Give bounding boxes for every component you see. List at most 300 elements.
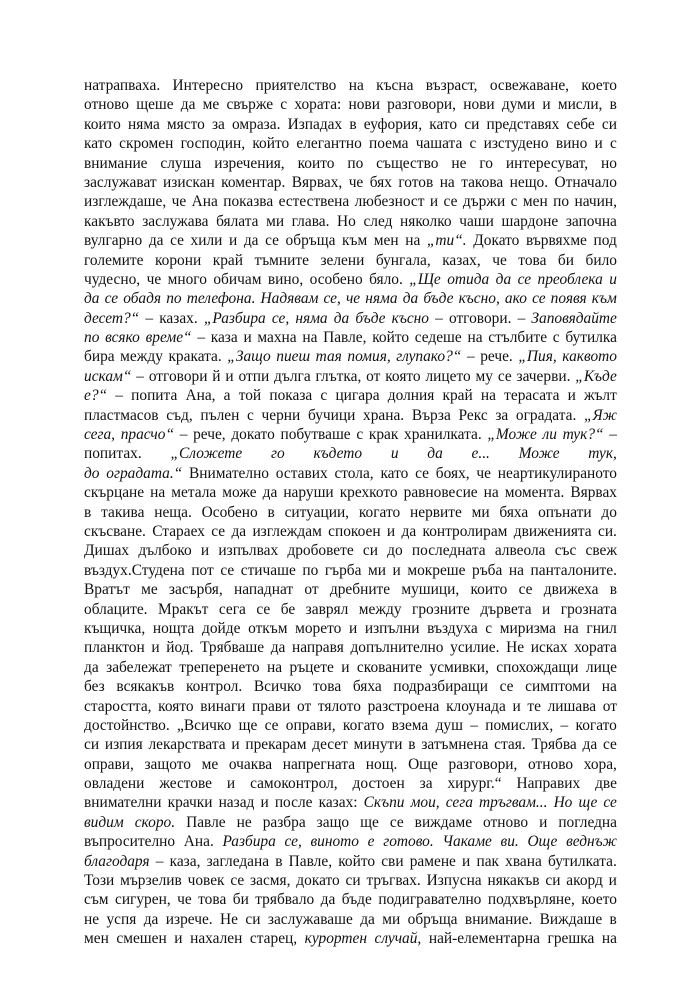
word: гнил [586,619,617,637]
word: показа [269,387,313,405]
word: храна. [363,406,405,424]
text-line [84,173,617,192]
word: усилие. [450,639,500,657]
word: сега [218,600,246,618]
word: – [560,716,569,734]
word: в [609,910,617,928]
word: стая. [494,736,526,754]
word: елегантно [296,135,362,153]
word: хранилката. [404,426,482,444]
word: бъде [341,891,372,909]
word: да [320,891,336,909]
italic-word: появя [550,290,587,308]
word: пак [476,852,499,870]
italic-word: случай, [374,930,422,948]
word: начин, [574,193,617,211]
word: нещо. [509,173,549,191]
word: това [313,678,342,696]
word: ми [382,910,401,928]
word: шардоне [501,212,559,230]
word: и [386,522,396,540]
italic-word: видим [84,813,124,831]
word: някакъв [487,872,540,890]
word: казах. [159,309,198,327]
word: изглеждам [252,522,322,540]
text-line [84,522,617,541]
italic-word: готово. [383,833,434,851]
word: представях [486,115,560,133]
word: махна [257,329,297,347]
word: винаги [200,697,246,715]
italic-word: няма [295,309,328,327]
word: казах, [442,251,481,269]
word: с [356,426,364,444]
italic-word: Надявам [260,290,319,308]
word: се [389,813,404,831]
word: които [470,581,508,599]
word: хвана [505,852,542,870]
italic-word: „Къде [575,367,617,385]
word: било [585,251,617,269]
word: – [145,309,154,327]
word: рече, [193,426,226,444]
text-line [84,289,617,308]
word: заслужава [142,212,209,230]
word: направя [292,639,344,657]
word: жестове [159,775,213,793]
word: възраст, [425,77,478,94]
word: отново [84,96,130,114]
word: Изпусна [426,872,482,890]
word: разговори, [448,755,518,773]
word: се [256,600,271,618]
word: ръба [472,561,503,579]
word: и [512,697,521,715]
word: изречения, [214,154,285,172]
word: късна [376,77,414,94]
word: в [275,852,283,870]
italic-word: бъде [355,309,386,327]
word: жълт [584,387,617,405]
word: изстудено [483,135,549,153]
word: въздух.Студена [84,561,185,579]
text-line [84,192,617,211]
word: с [552,329,560,347]
word: ще [238,716,258,734]
word: любезност [354,193,425,211]
word: взема [391,716,429,734]
word: момента. [504,484,565,502]
word: се [220,561,235,579]
word: да [401,522,417,540]
word: се [415,464,429,482]
word: го [479,154,493,172]
word: мокреше [407,561,466,579]
word: той [238,387,262,405]
word: наруши [283,484,334,502]
text-line [84,871,617,890]
word: Докато [473,232,520,250]
word: би [232,891,249,909]
word: къщичка, [84,619,146,637]
italic-word: искам“ [84,367,132,385]
word: панталоните. [530,561,617,579]
word: трябвало [255,891,315,909]
word: лекарствата [148,736,226,754]
word: Павле, [323,329,367,347]
text-line [84,813,617,832]
word: Всичко [253,678,302,696]
word: крехкото [339,484,398,502]
word: че [348,173,364,191]
word: ми [368,561,386,579]
word: – [197,329,206,347]
word: бутилка [565,329,617,347]
word: еуфория, [363,115,423,133]
word: показва [223,193,274,211]
word: Вярвах, [291,173,343,191]
word: бях [369,173,392,191]
word: краката. [168,348,222,366]
word: изпия [104,736,143,754]
word: в [84,503,92,521]
text-line [84,115,617,134]
word: на [563,619,579,637]
word: всякакъв [116,678,175,696]
word: коментар. [221,173,286,191]
word: Стараех [152,522,205,540]
italic-word: и [609,270,617,288]
word: седеше [414,329,462,347]
word: контрол. [185,678,243,696]
word: достойнство. [84,716,170,734]
italic-word: прасчо“ [120,426,175,444]
word: си [245,910,261,928]
word: край [212,251,243,269]
word: най-елементарна [428,930,540,948]
word: се [499,678,514,696]
italic-word: Заповядайте [531,309,617,327]
text-line [84,755,617,774]
word: като [84,135,112,153]
word: отпи [238,367,270,385]
word: стола, [334,464,374,482]
text-line [84,251,617,270]
italic-word: където [313,445,363,463]
word: крак [368,426,399,444]
word: се [497,367,512,385]
word: на [267,658,283,676]
word: допълнително [350,639,444,657]
word: и [260,794,269,812]
word: Трябва [531,736,577,754]
word: когато [358,503,401,521]
word: йод. [166,639,194,657]
word: защото [144,755,191,773]
word: внимателни [84,794,162,812]
italic-word: се [517,270,532,288]
word: и [567,387,576,405]
italic-word: да [402,290,419,308]
word: за [419,775,433,793]
word: започна [565,212,617,230]
word: което [581,891,617,909]
italic-word: „Защо [227,348,271,366]
italic-word: е?“ [84,387,108,405]
word: самоконтрол, [250,775,338,793]
word: думи [501,96,536,114]
word: исках [530,639,568,657]
word: която [385,367,421,385]
word: щеше [136,96,174,114]
word: за [211,115,225,133]
word: под [593,232,617,250]
word: пластмасов [84,406,159,424]
word: овладени [84,775,145,793]
italic-word: „Яж [583,406,617,424]
word: и [348,619,358,637]
word: скромен [119,135,174,153]
word: успя [106,910,137,928]
word: да [148,232,164,250]
italic-word: отида [447,270,490,288]
word: старостта, [84,697,152,715]
word: затъмнена [421,736,489,754]
word: да [243,232,259,250]
text-line [84,231,617,250]
word: усмивки, [429,658,489,676]
word: после [274,794,313,812]
italic-word: тук?“ [562,426,604,444]
word: и [243,329,252,347]
word: клоунада [446,697,506,715]
word: внимание. [464,910,533,928]
word: нападнат [233,581,294,599]
word: си [362,542,378,560]
word: виждаме [414,813,473,831]
word: чашата [415,135,463,153]
word: подигравателно [378,891,482,909]
word: на [467,329,483,347]
word: съд, [166,406,193,424]
word: дребните [329,581,391,599]
word: вино, [267,270,304,288]
italic-word: да [427,445,443,463]
word: и [539,813,548,831]
italic-word: „Пия, [518,348,557,366]
word: си [545,872,561,890]
word: бунгала, [375,251,431,269]
italic-word: по [84,329,100,347]
word: движеха [543,581,599,599]
word: че [476,464,491,482]
italic-word: няма [365,290,398,308]
word: между [120,348,163,366]
word: засърбя, [168,581,223,599]
word: бяха [499,503,529,521]
word: би [557,251,574,269]
text-line [84,134,617,153]
word: бутилката. [547,852,617,870]
word: готов [398,173,434,191]
word: може [222,484,257,502]
word: и [392,561,401,579]
word: какъвто [84,212,135,230]
word: очаква [228,755,273,773]
word: се [518,581,533,599]
word: край [442,387,473,405]
word: да [262,484,278,502]
word: стълбите [488,329,548,347]
word: въпросително [84,833,176,851]
text-line [84,309,617,328]
word: подхвърляне, [487,891,575,909]
word: който [252,135,290,153]
word: лишава [547,697,597,715]
word: вино [555,135,588,153]
word: нервите [410,503,462,521]
word: Но [337,212,356,230]
word: но [600,154,617,172]
word: изискан [163,173,215,191]
word: чаши [459,212,494,230]
italic-word: да [495,270,512,288]
word: зачерви. [516,367,571,385]
word: дробовете [287,542,354,560]
word: засмя, [250,872,291,890]
word: освежаване, [489,77,570,94]
word: на [480,387,496,405]
word: облаците. [84,600,148,618]
italic-word: ви. [500,833,519,851]
italic-word: Чакаме [442,833,492,851]
word: към [342,232,368,250]
word: с [280,96,288,114]
word: загледана [206,852,270,870]
word: се [602,736,617,754]
word: симптоми [525,678,591,696]
word: мен [522,193,548,211]
word: и [231,736,240,754]
text-line [84,425,617,444]
word: Дишах [84,542,130,560]
italic-word: ако [504,290,527,308]
word: спокоен [328,522,381,540]
word: в [349,115,357,133]
word: в [267,503,275,521]
word: долния [387,387,435,405]
word: вървяхме [525,232,587,250]
word: – [609,426,617,444]
italic-word: курортен [304,930,367,948]
word: чудесно, [84,270,141,288]
italic-word: Още [527,833,558,851]
italic-word: го [270,445,285,463]
word: разбра [262,813,306,831]
word: – [517,309,526,327]
word: че [171,193,187,211]
word: като [380,464,409,482]
word: с [610,135,617,153]
word: свърже [226,96,274,114]
word: си [601,115,617,133]
word: и [225,367,234,385]
word: опънати [538,503,592,521]
word: – [466,348,475,366]
word: че [177,891,192,909]
word: ще [360,813,379,831]
word: да [270,639,286,657]
italic-word: Но [553,794,573,812]
italic-word: „Може [487,426,537,444]
word: рамене [409,852,456,870]
text-line [84,347,617,366]
word: след [363,212,393,230]
text-line [84,328,617,347]
word: дълбоко [138,542,192,560]
word: в [609,96,617,114]
word: си. [597,522,617,540]
italic-word: се, [323,290,341,308]
word: което [581,77,617,94]
italic-word: тук, [588,445,617,463]
word: не [236,813,252,831]
italic-word: се, [271,309,290,327]
word: неартикулираното [497,464,617,482]
italic-word: късно [391,309,429,327]
italic-word: че [345,290,361,308]
word: от [366,367,381,385]
word: ми [266,212,285,230]
word: която [158,697,194,715]
word: Вярвах [570,484,617,502]
word: му [475,367,493,385]
text-line [84,503,617,522]
word: и [462,852,471,870]
italic-word: сега [445,794,473,812]
word: акорд [566,872,603,890]
italic-word: Скъпи [363,794,405,812]
word: обръща [407,910,458,928]
word: да [180,96,196,114]
word: ме [202,96,220,114]
word: докато [296,872,340,890]
word: метала [171,484,217,502]
word: бялата [216,212,259,230]
word: и [429,193,439,211]
word: заслужават [84,173,157,191]
word: че [146,270,162,288]
text-line [84,852,617,871]
word: морето [295,619,342,637]
word: до [387,542,403,560]
word: нахален [190,930,243,948]
word: място [166,115,205,133]
word: контролирам [422,522,508,540]
word: бе [280,600,296,618]
word: Мракът [158,600,209,618]
word: се [265,232,279,250]
italic-word: тръгвам... [479,794,548,812]
text-line [84,464,617,483]
word: ситуации, [284,503,350,521]
italic-word: „Разбира [203,309,266,327]
word: поема [369,135,409,153]
word: когато [575,716,617,734]
italic-word: преоблека [537,270,603,288]
word: такива [101,503,145,521]
italic-word: „ти“. [426,232,467,250]
